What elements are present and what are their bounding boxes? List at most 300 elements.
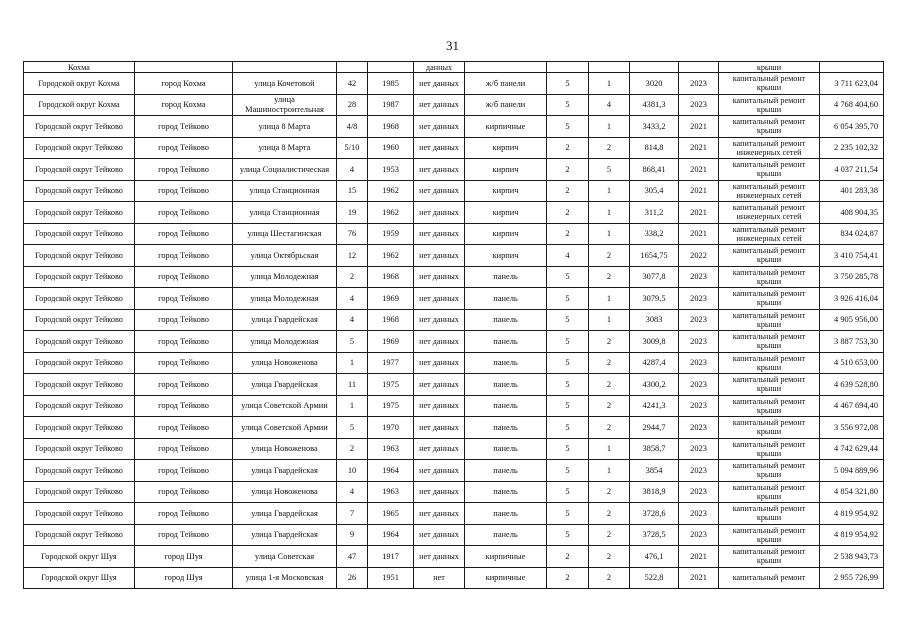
cell-wall-material: панель [465,438,547,460]
cell-cost: 2 955 726,99 [820,567,884,589]
cell-wall-material: кирпич [465,180,547,202]
cell-year: 1953 [368,159,414,181]
cell-city: город Тейково [135,223,233,245]
cell-plan-year: 2023 [679,331,719,353]
cell-area: 3858,7 [630,438,679,460]
cell-street: улица Молодежная [233,266,337,288]
cell-plan-year: 2023 [679,288,719,310]
table-row [24,503,884,525]
cell-street: улица Новоженова [233,481,337,503]
cell-house: 76 [337,223,368,245]
cell-city: город Тейково [135,116,233,138]
cell-work-type: капитальный ремонт крыши [719,460,820,482]
cell-work-type: капитальный ремонт крыши [719,159,820,181]
cell-house: 4 [337,159,368,181]
cell-area: 3083 [630,309,679,331]
table-row [24,460,884,482]
cell-extra-year: нет данных [414,438,465,460]
cell-wall-material: ж/б панели [465,94,547,116]
cell-floors: 5 [547,309,589,331]
cell-extra-year: нет данных [414,159,465,181]
table-row [24,73,884,95]
cell-street: улица Новоженова [233,352,337,374]
cell-house: 4 [337,481,368,503]
table-row [24,62,884,73]
cell-extra-year: нет данных [414,503,465,525]
cell-wall-material: кирпич [465,202,547,224]
cell-work-type: капитальный ремонт крыши [719,352,820,374]
cell-wall-material: панель [465,417,547,439]
cell-wall-material: панель [465,395,547,417]
cell-street: улица Гвардейская [233,503,337,525]
cell-entrances: 2 [589,352,630,374]
cell-wall-material: панель [465,503,547,525]
cell-house: 1 [337,395,368,417]
table-row [24,546,884,568]
cell-wall-material: панель [465,481,547,503]
cell-work-type: капитальный ремонт крыши [719,309,820,331]
cell-year: 1963 [368,438,414,460]
cell-work-type: капитальный ремонт крыши [719,374,820,396]
cell-year: 1975 [368,374,414,396]
cell-street: улица Машиностроительная [233,94,337,116]
cell-street: улица Советская [233,546,337,568]
cell-municipality: Городской округ Тейково [24,159,135,181]
cell-plan-year: 2023 [679,417,719,439]
cell-floors: 2 [547,223,589,245]
cell-area: 305,4 [630,180,679,202]
cell-city: город Тейково [135,159,233,181]
cell-floors: 2 [547,137,589,159]
table-row [24,481,884,503]
table-row [24,438,884,460]
cell-house: 42 [337,73,368,95]
cell-extra-year: нет [414,567,465,589]
cell-extra-year: нет данных [414,116,465,138]
cell-extra-year: нет данных [414,309,465,331]
cell-floors: 5 [547,73,589,95]
cell-street: улица Гвардейская [233,374,337,396]
cell-floors: 5 [547,352,589,374]
cell-work-type: капитальный ремонт инженерных сетей [719,223,820,245]
cell-plan-year: 2021 [679,137,719,159]
cell-cost: 6 054 395,70 [820,116,884,138]
cell-plan-year: 2023 [679,94,719,116]
cell-area: 476,1 [630,546,679,568]
cell-city: город Тейково [135,481,233,503]
cell-work-type: капитальный ремонт крыши [719,116,820,138]
cell-entrances: 4 [589,94,630,116]
cell-wall-material: панель [465,460,547,482]
cell-municipality: Городской округ Кохма [24,94,135,116]
cell-wall-material: панель [465,288,547,310]
cell-area: 4241,3 [630,395,679,417]
cell-year: 1968 [368,116,414,138]
cell-wall-material: кирпич [465,245,547,267]
cell-city: город Тейково [135,374,233,396]
cell-cost: 401 283,38 [820,180,884,202]
cell-house: 7 [337,503,368,525]
cell-plan-year: 2023 [679,395,719,417]
cell-entrances: 2 [589,245,630,267]
cell-municipality: Городской округ Кохма [24,73,135,95]
cell-house: 10 [337,460,368,482]
cell-extra-year: нет данных [414,395,465,417]
cell-extra-year: нет данных [414,481,465,503]
cell-work-type: крыши [719,62,820,73]
cell-area: 868,41 [630,159,679,181]
cell-floors: 2 [547,546,589,568]
cell-cost: 2 538 943,73 [820,546,884,568]
cell-cost: 4 819 954,92 [820,503,884,525]
cell-plan-year: 2023 [679,460,719,482]
table-body [24,62,884,589]
cell-cost: 3 556 972,08 [820,417,884,439]
cell-floors: 5 [547,460,589,482]
cell-cost: 3 410 754,41 [820,245,884,267]
cell-area: 814,8 [630,137,679,159]
cell-extra-year: нет данных [414,331,465,353]
cell-year: 1963 [368,481,414,503]
cell-entrances: 1 [589,73,630,95]
cell-municipality: Городской округ Тейково [24,309,135,331]
cell-street: улица Шестагинская [233,223,337,245]
cell-plan-year: 2023 [679,503,719,525]
table-row [24,94,884,116]
cell-wall-material: кирпич [465,159,547,181]
cell-city: город Тейково [135,395,233,417]
cell-floors: 5 [547,481,589,503]
cell-municipality: Городской округ Тейково [24,524,135,546]
cell-cost [820,62,884,73]
cell-extra-year: нет данных [414,202,465,224]
cell-area: 3020 [630,73,679,95]
cell-plan-year: 2023 [679,266,719,288]
cell-entrances: 1 [589,223,630,245]
cell-area: 3009,8 [630,331,679,353]
cell-area: 4287,4 [630,352,679,374]
cell-cost: 3 926 416,04 [820,288,884,310]
cell-wall-material: кирпич [465,137,547,159]
cell-house: 28 [337,94,368,116]
table-row [24,524,884,546]
table-row [24,352,884,374]
cell-year: 1969 [368,288,414,310]
cell-cost: 4 768 404,60 [820,94,884,116]
cell-wall-material: панель [465,374,547,396]
cell-entrances: 1 [589,438,630,460]
cell-floors: 5 [547,94,589,116]
cell-entrances: 1 [589,460,630,482]
cell-city: город Тейково [135,524,233,546]
cell-entrances [589,62,630,73]
cell-area: 3818,9 [630,481,679,503]
cell-plan-year: 2022 [679,245,719,267]
cell-entrances: 1 [589,180,630,202]
cell-year: 1977 [368,352,414,374]
cell-entrances: 2 [589,481,630,503]
cell-entrances: 2 [589,524,630,546]
cell-floors: 2 [547,159,589,181]
cell-house: 2 [337,438,368,460]
cell-city: город Тейково [135,503,233,525]
cell-cost: 2 235 102,32 [820,137,884,159]
cell-house: 19 [337,202,368,224]
cell-extra-year: нет данных [414,417,465,439]
housing-repair-table [23,61,884,589]
cell-plan-year: 2021 [679,116,719,138]
cell-work-type: капитальный ремонт крыши [719,524,820,546]
cell-year: 1970 [368,417,414,439]
cell-plan-year: 2023 [679,524,719,546]
cell-area: 3079,5 [630,288,679,310]
cell-work-type: капитальный ремонт инженерных сетей [719,202,820,224]
table-row [24,417,884,439]
cell-entrances: 2 [589,137,630,159]
cell-plan-year: 2023 [679,481,719,503]
table-row [24,116,884,138]
cell-work-type: капитальный ремонт крыши [719,73,820,95]
cell-year [368,62,414,73]
cell-year: 1962 [368,245,414,267]
cell-year: 1962 [368,202,414,224]
cell-cost: 834 024,87 [820,223,884,245]
cell-city [135,62,233,73]
cell-municipality: Городской округ Тейково [24,116,135,138]
cell-year: 1975 [368,395,414,417]
cell-city: город Тейково [135,417,233,439]
cell-plan-year [679,62,719,73]
cell-street [233,62,337,73]
cell-work-type: капитальный ремонт крыши [719,395,820,417]
cell-municipality: Городской округ Тейково [24,395,135,417]
cell-wall-material: панель [465,266,547,288]
cell-extra-year: нет данных [414,245,465,267]
cell-street: улица Станционная [233,180,337,202]
cell-municipality: Городской округ Шуя [24,546,135,568]
cell-city: город Тейково [135,331,233,353]
cell-house: 2 [337,266,368,288]
cell-extra-year: нет данных [414,460,465,482]
cell-city: город Кохма [135,94,233,116]
cell-municipality: Городской округ Тейково [24,503,135,525]
cell-year: 1959 [368,223,414,245]
cell-plan-year: 2023 [679,73,719,95]
cell-area: 338,2 [630,223,679,245]
cell-municipality: Городской округ Тейково [24,438,135,460]
cell-city: город Тейково [135,460,233,482]
cell-municipality: Городской округ Тейково [24,481,135,503]
cell-entrances: 2 [589,331,630,353]
cell-year: 1960 [368,137,414,159]
cell-extra-year: нет данных [414,73,465,95]
cell-city: город Тейково [135,288,233,310]
cell-cost: 4 905 956,00 [820,309,884,331]
cell-street: улица Гвардейская [233,524,337,546]
cell-entrances: 2 [589,503,630,525]
cell-street: улица Октябрьская [233,245,337,267]
cell-cost: 3 750 285,78 [820,266,884,288]
cell-plan-year: 2023 [679,438,719,460]
cell-floors: 2 [547,180,589,202]
cell-floors: 5 [547,438,589,460]
cell-cost: 4 639 528,80 [820,374,884,396]
cell-extra-year: нет данных [414,137,465,159]
cell-floors: 2 [547,567,589,589]
cell-plan-year: 2021 [679,567,719,589]
cell-work-type: капитальный ремонт крыши [719,417,820,439]
cell-area: 311,2 [630,202,679,224]
cell-wall-material: панель [465,524,547,546]
cell-house: 1 [337,352,368,374]
cell-street: улица Новоженова [233,438,337,460]
cell-city: город Шуя [135,567,233,589]
cell-house: 4 [337,288,368,310]
cell-extra-year: нет данных [414,288,465,310]
cell-house: 26 [337,567,368,589]
cell-plan-year: 2021 [679,202,719,224]
cell-municipality: Городской округ Тейково [24,180,135,202]
cell-street: улица Советской Армии [233,417,337,439]
cell-plan-year: 2021 [679,159,719,181]
cell-area [630,62,679,73]
cell-year: 1964 [368,524,414,546]
cell-city: город Кохма [135,73,233,95]
cell-street: улица Социалистическая [233,159,337,181]
cell-wall-material: кирпичные [465,116,547,138]
cell-work-type: капитальный ремонт [719,567,820,589]
cell-street: улица Молодежная [233,288,337,310]
cell-entrances: 1 [589,288,630,310]
cell-municipality: Кохма [24,62,135,73]
cell-extra-year: нет данных [414,546,465,568]
cell-area: 4300,2 [630,374,679,396]
cell-plan-year: 2021 [679,223,719,245]
cell-cost: 4 819 954,92 [820,524,884,546]
cell-municipality: Городской округ Тейково [24,137,135,159]
cell-year: 1968 [368,266,414,288]
cell-house: 15 [337,180,368,202]
cell-work-type: капитальный ремонт крыши [719,288,820,310]
table-row [24,159,884,181]
cell-wall-material: кирпичные [465,567,547,589]
cell-floors: 5 [547,116,589,138]
cell-floors [547,62,589,73]
cell-year: 1965 [368,503,414,525]
cell-floors: 5 [547,524,589,546]
table-row [24,288,884,310]
cell-work-type: капитальный ремонт крыши [719,331,820,353]
cell-entrances: 2 [589,567,630,589]
cell-house: 11 [337,374,368,396]
cell-municipality: Городской округ Шуя [24,567,135,589]
table-row [24,245,884,267]
cell-entrances: 2 [589,374,630,396]
cell-work-type: капитальный ремонт крыши [719,94,820,116]
cell-extra-year: нет данных [414,94,465,116]
cell-cost: 4 037 211,54 [820,159,884,181]
table-row [24,266,884,288]
table-row [24,374,884,396]
cell-extra-year: нет данных [414,266,465,288]
cell-work-type: капитальный ремонт крыши [719,245,820,267]
cell-work-type: капитальный ремонт крыши [719,266,820,288]
cell-area: 3728,5 [630,524,679,546]
cell-wall-material: кирпич [465,223,547,245]
table-row [24,223,884,245]
cell-plan-year: 2023 [679,352,719,374]
cell-floors: 5 [547,395,589,417]
table-row [24,395,884,417]
cell-extra-year: нет данных [414,524,465,546]
cell-street: улица Кочетовой [233,73,337,95]
cell-entrances: 5 [589,159,630,181]
cell-cost: 408 904,35 [820,202,884,224]
cell-area: 2944,7 [630,417,679,439]
page-number: 31 [446,38,459,53]
cell-work-type: капитальный ремонт крыши [719,481,820,503]
cell-city: город Тейково [135,202,233,224]
cell-entrances: 1 [589,202,630,224]
cell-wall-material: панель [465,331,547,353]
cell-street: улица 8 Марта [233,116,337,138]
cell-city: город Тейково [135,180,233,202]
cell-municipality: Городской округ Тейково [24,352,135,374]
cell-floors: 5 [547,288,589,310]
cell-area: 1654,75 [630,245,679,267]
cell-cost: 4 854 321,80 [820,481,884,503]
cell-street: улица 1-я Московская [233,567,337,589]
cell-wall-material [465,62,547,73]
cell-cost: 4 742 629,44 [820,438,884,460]
cell-street: улица Советской Армии [233,395,337,417]
cell-street: улица Гвардейская [233,460,337,482]
cell-plan-year: 2023 [679,309,719,331]
cell-house: 12 [337,245,368,267]
cell-entrances: 2 [589,395,630,417]
cell-year: 1968 [368,309,414,331]
cell-municipality: Городской округ Тейково [24,460,135,482]
cell-city: город Тейково [135,438,233,460]
cell-wall-material: кирпичные [465,546,547,568]
cell-year: 1969 [368,331,414,353]
cell-municipality: Городской округ Тейково [24,202,135,224]
cell-city: город Тейково [135,309,233,331]
cell-year: 1951 [368,567,414,589]
cell-area: 3433,2 [630,116,679,138]
table-row [24,137,884,159]
cell-municipality: Городской округ Тейково [24,331,135,353]
cell-area: 522,8 [630,567,679,589]
cell-house: 47 [337,546,368,568]
cell-city: город Тейково [135,137,233,159]
cell-entrances: 2 [589,546,630,568]
cell-house: 9 [337,524,368,546]
cell-street: улица 8 Марта [233,137,337,159]
cell-municipality: Городской округ Тейково [24,288,135,310]
table-row [24,180,884,202]
cell-entrances: 2 [589,266,630,288]
cell-work-type: капитальный ремонт инженерных сетей [719,137,820,159]
cell-extra-year: данных [414,62,465,73]
cell-cost: 5 094 889,96 [820,460,884,482]
cell-year: 1964 [368,460,414,482]
cell-work-type: капитальный ремонт крыши [719,503,820,525]
cell-house [337,62,368,73]
cell-entrances: 1 [589,116,630,138]
cell-municipality: Городской округ Тейково [24,417,135,439]
cell-work-type: капитальный ремонт инженерных сетей [719,180,820,202]
